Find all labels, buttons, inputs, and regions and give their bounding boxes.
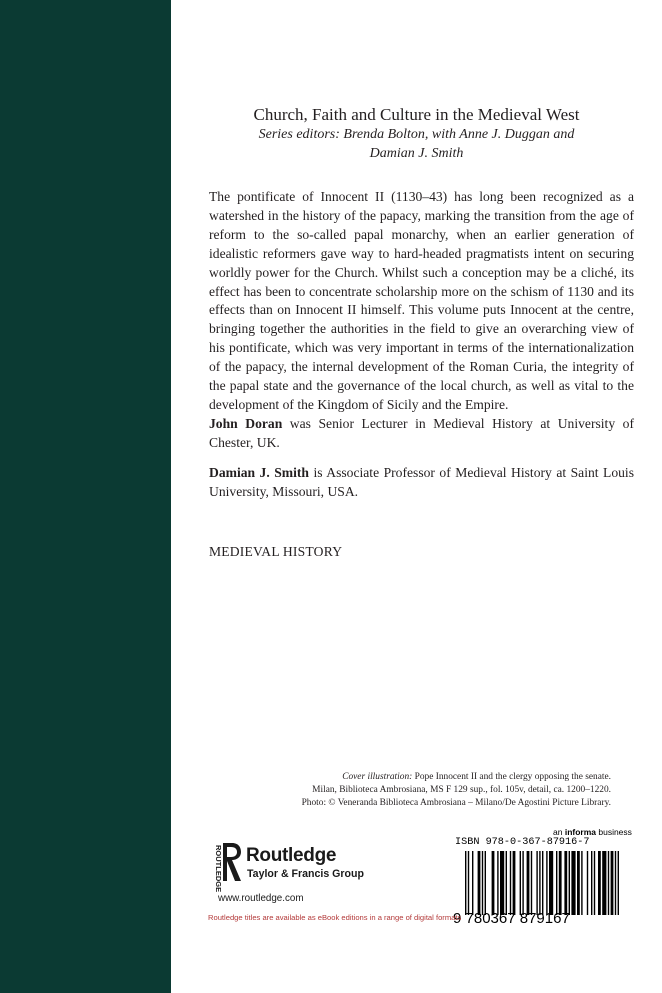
series-title: Church, Faith and Culture in the Medieval West [253,105,580,124]
book-blurb: The pontificate of Innocent II (1130–43) has long been recognized as a watershed in the history of the papacy, marking the transition from the age of reform to the so-called papal monarchy, when an earlier generation of idealistic reformers gave way to hard-headed pragmatists intent on securing worldly power for the Church. Whilst such a conception may be a cliché, its effect has been to concentrate scholarship more on the schism of 1130 and its effects than on Innocent II himself. This volume puts Innocent at the centre, bringing together the authorities in the field to give an overarching view of his pontificate, which was very important in terms of the internationalization of the papacy, the internal development of the Roman Curia, the integrity of the papal state and the governance of the local church, as well as vital to the development of the Kingdom of Sicily and the Empire. [209,189,634,412]
subject-category: MEDIEVAL HISTORY [209,544,343,559]
author-bio-text: was Senior Lecturer in Medieval History at University of Chester, UK. [209,416,634,450]
barcode [465,851,619,915]
credit-label: Cover illustration: [342,772,413,782]
isbn-number: ISBN 978-0-367-87916-7 [455,837,590,848]
cover-illustration-credits [231,771,611,810]
credit-line: Photo: © Veneranda Biblioteca Ambrosiana – Milano/De Agostini Picture Library. [301,798,611,808]
series-editors-line: Series editors: Brenda Bolton, with Anne J. Duggan and [258,127,575,142]
publisher-url: www.routledge.com [218,893,304,904]
publisher-group: Taylor & Francis Group [247,868,364,880]
informa-business-label: an informa business [553,827,632,837]
svg-text:ROUTLEDGE: ROUTLEDGE [214,845,223,893]
ebook-availability-note: Routledge titles are available as eBook editions in a range of digital formats [208,913,462,922]
author-name: Damian J. Smith [209,465,309,480]
series-editors [171,125,662,163]
author-name: John Doran [209,416,283,431]
author-bio [209,464,634,502]
back-cover [171,0,662,993]
author-bio [209,415,634,453]
credit-line: Cover illustration: Pope Innocent II and the clergy opposing the senate. [342,772,611,782]
author-bio-text: is Associate Professor of Medieval History at Saint Louis University, Missouri, USA. [209,465,634,499]
isbn-barcode-block [453,837,627,929]
credit-line: Milan, Biblioteca Ambrosiana, MS F 129 sup., fol. 105v, detail, ca. 1200–1220. [312,785,611,795]
series-editors-line: Damian J. Smith [369,146,464,161]
routledge-logo-icon [221,841,243,883]
barcode-digits: 9 780367 879167 [453,910,570,927]
spine-band [0,0,171,993]
publisher-name: Routledge [246,845,337,866]
routledge-vertical-wordmark [204,843,223,893]
